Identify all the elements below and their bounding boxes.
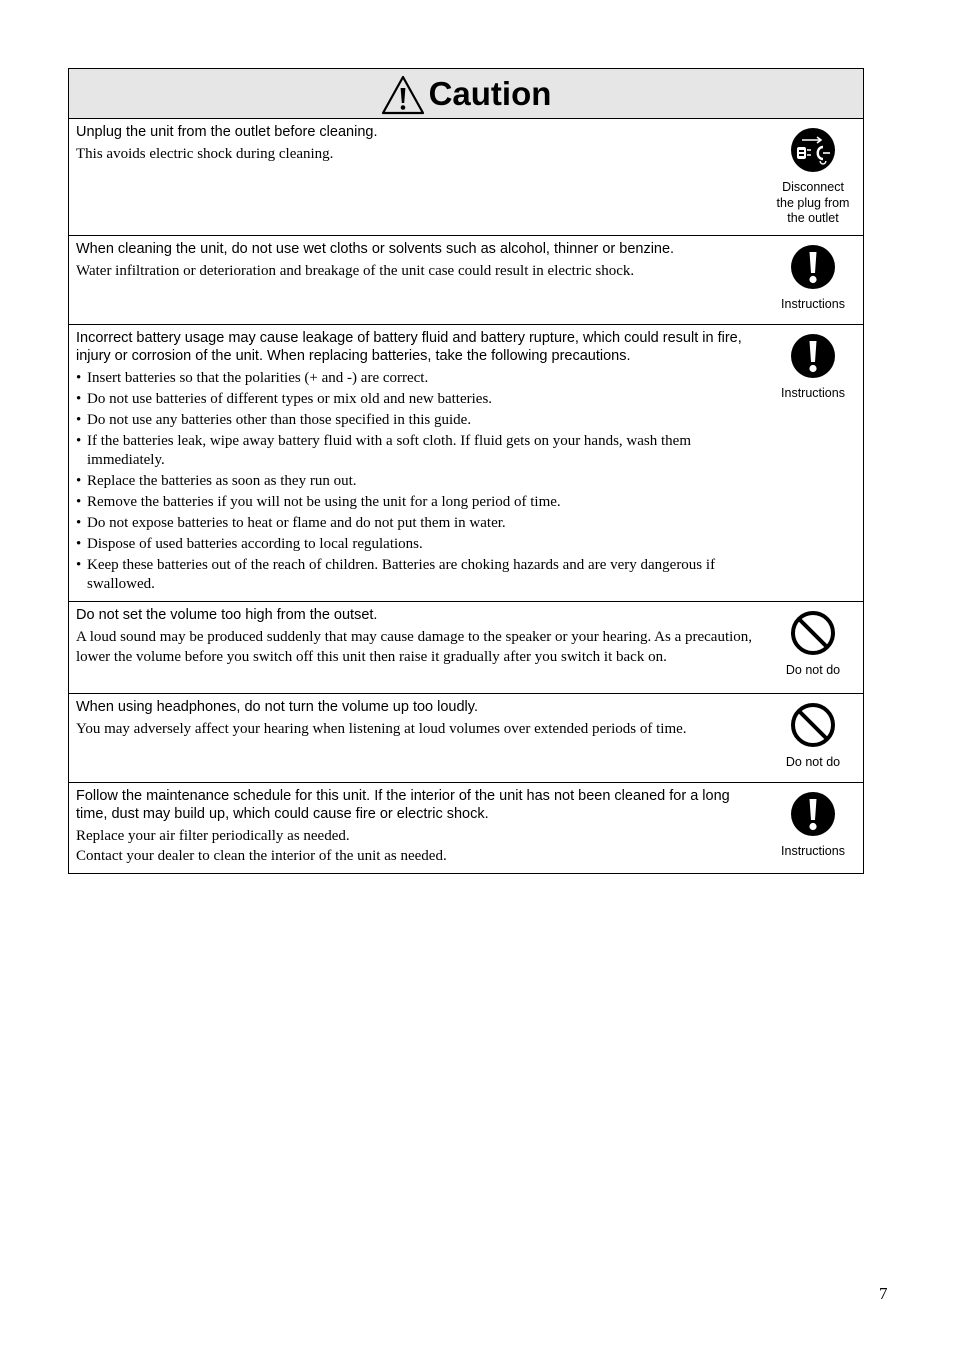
caution-icon-cell — [763, 119, 863, 235]
exclamation-icon — [790, 791, 836, 837]
caution-row — [69, 602, 863, 694]
caution-heading: Follow the maintenance schedule for this unit. If the interior of the unit has not been cleaned for a long time, dust may build up, which could cause fire or electric shock. — [76, 788, 730, 822]
list-item: • Do not use batteries of different types or mix old and new batteries. — [76, 390, 755, 409]
icon-label: Instructions — [781, 844, 845, 858]
icon-label: Disconnect the plug from the outlet — [776, 180, 850, 225]
caution-icon-cell — [763, 602, 863, 693]
caution-text — [69, 325, 763, 601]
exclamation-icon — [790, 333, 836, 379]
caution-title: Caution — [428, 74, 552, 112]
caution-text — [69, 119, 763, 235]
list-item: • Do not expose batteries to heat or flame and do not put them in water. — [76, 514, 755, 533]
icon-label: Instructions — [781, 386, 845, 400]
list-item: • Remove the batteries if you will not be using the unit for a long period of time. — [76, 493, 755, 512]
caution-row — [69, 783, 863, 873]
precaution-list — [76, 369, 755, 594]
caution-icon-cell — [763, 694, 863, 782]
prohibition-icon — [790, 702, 836, 748]
caution-icon-cell — [763, 236, 863, 324]
exclamation-icon — [790, 244, 836, 290]
list-item: • Keep these batteries out of the reach of children. Batteries are choking hazards and are very dangerous if swallowed. — [76, 556, 755, 594]
caution-heading: When cleaning the unit, do not use wet cloths or solvents such as alcohol, thinner or benzine. — [76, 241, 675, 257]
caution-row — [69, 236, 863, 325]
caution-heading: Do not set the volume too high from the outset. — [76, 607, 378, 623]
icon-label: Instructions — [781, 297, 845, 311]
caution-body: This avoids electric shock during cleaning. — [76, 146, 334, 162]
caution-body: Replace your air filter periodically as needed. — [76, 828, 350, 844]
list-item: • Insert batteries so that the polarities (+ and -) are correct. — [76, 369, 755, 388]
caution-row — [69, 119, 863, 236]
list-item: • If the batteries leak, wipe away battery fluid with a soft cloth. If fluid gets on your hands, wash them immediately. — [76, 432, 755, 470]
caution-row — [69, 694, 863, 783]
caution-body: A loud sound may be produced suddenly that may cause damage to the speaker or your hearing. As a precaution, lower the volume before you switch off this unit then raise it gradually after you switch it back on. — [76, 629, 753, 665]
caution-text — [69, 236, 763, 324]
caution-header — [69, 69, 863, 119]
caution-icon-cell — [763, 783, 863, 873]
warning-triangle-icon — [381, 75, 425, 115]
caution-table — [68, 68, 864, 874]
caution-heading: When using headphones, do not turn the volume up too loudly. — [76, 699, 478, 715]
caution-heading: Incorrect battery usage may cause leakage of battery fluid and battery rupture, which could result in fire, injury or corrosion of the unit. When replacing batteries, take the following precautions. — [76, 330, 742, 364]
page-number: 7 — [879, 1284, 888, 1303]
unplug-icon — [790, 127, 836, 173]
icon-label: Do not do — [785, 755, 841, 769]
caution-text — [69, 783, 763, 873]
caution-icon-cell — [763, 325, 863, 601]
caution-body: Contact your dealer to clean the interior of the unit as needed. — [76, 847, 447, 864]
icon-label: Do not do — [785, 663, 841, 677]
caution-heading: Unplug the unit from the outlet before cleaning. — [76, 124, 378, 140]
caution-row — [69, 325, 863, 602]
list-item: • Dispose of used batteries according to local regulations. — [76, 535, 755, 554]
caution-text — [69, 694, 763, 782]
caution-text — [69, 602, 763, 693]
list-item: • Do not use any batteries other than those specified in this guide. — [76, 411, 755, 430]
caution-body: You may adversely affect your hearing when listening at loud volumes over extended periods of time. — [76, 721, 687, 737]
list-item: • Replace the batteries as soon as they run out. — [76, 472, 755, 491]
caution-body: Water infiltration or deterioration and breakage of the unit case could result in electric shock. — [76, 263, 635, 279]
prohibition-icon — [790, 610, 836, 656]
